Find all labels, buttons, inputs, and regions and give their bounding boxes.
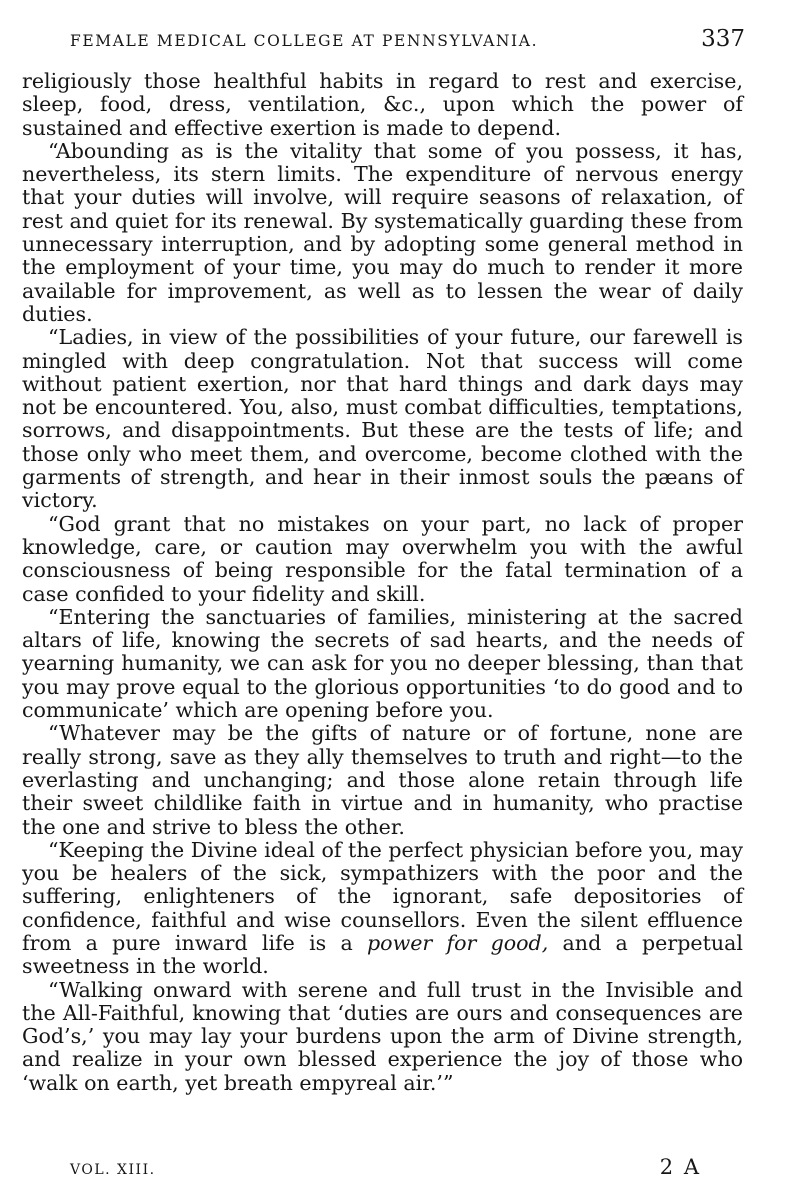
- volume-label: VOL. XIII.: [70, 1162, 156, 1178]
- paragraph-sanctuaries: “Entering the sanctuaries of families, ministering at the sacred altars of life, knowing the secrets of sad hearts, and the needs of yearning humanity, we can ask for you no deeper blessing, than that you may prove equal to the glorious opportunities ‘to do good and to communicate’ which are opening before you.: [22, 604, 743, 723]
- signature-mark: 2 A: [659, 1155, 701, 1179]
- paragraph-divine-ideal: [22, 839, 743, 979]
- paragraph-ladies: “Ladies, in view of the possibilities of your future, our farewell is mingled with deep congratulation. Not that success will come without patient exertion, nor that hard things and dark days may not be encountered. You, also, must combat difficulties, temptations, sorrows, and disappointments. But these are the tests of life; and those only who meet them, and overcome, become clothed with the garments of strength, and hear in their inmost souls the pæans of victory.: [22, 325, 743, 513]
- body-text: [22, 70, 743, 1095]
- paragraph-walking-onward: “Walking onward with serene and full trust in the Invisible and the All-Faithful, knowing that ‘duties are ours and consequences are God’s,’ you may lay your burdens upon the arm of Divine strength, and realize in your own blessed experience the joy of those who ‘walk on earth, yet breath empyreal air.’”: [22, 977, 743, 1095]
- running-title: FEMALE MEDICAL COLLEGE AT PENNSYLVANIA.: [70, 32, 539, 50]
- paragraph-divine-ideal-end: and a perpetual sweetness in the world.: [22, 930, 743, 979]
- paragraph-gifts: “Whatever may be the gifts of nature or of fortune, none are really strong, save as they ally themselves to truth and right—to the everlasting and unchanging; and those alone retain through life their sweet childlike faith in virtue and in humanity, who practise the one and strive to bless the other.: [22, 721, 743, 839]
- page-header: [70, 26, 745, 58]
- paragraph-vitality: “Abounding as is the vitality that some of you possess, it has, nevertheless, its stern limits. The expenditure of nervous energy that your duties will involve, will require seasons of relaxation, of rest and quiet for its renewal. By systematically guarding these from unnecessary interruption, and by adopting some general method in the employment of your time, you may do much to render it more available for improvement, as well as to lessen the wear of daily duties.: [22, 138, 743, 326]
- paragraph-continued: religiously those healthful habits in regard to rest and exercise, sleep, food, dress, ventilation, &c., upon which the power of sustained and effective exertion is made to depend.: [22, 69, 743, 140]
- page-footer: [70, 1155, 701, 1179]
- paragraph-god-grant: “God grant that no mistakes on your part, no lack of proper knowledge, care, or caution may overwhelm you with the awful consciousness of being responsible for the fatal termination of a case confided to your fidelity and skill.: [22, 511, 743, 606]
- paragraph-divine-ideal-text: “Keeping the Divine ideal of the perfect physician before you, may you be healers of the sick, sympathizers with the poor and the suffering, enlighteners of the ignorant, safe depositories of confidence, faithful and wise counsellors. Even the silent effluence from a pure inward life is a: [22, 837, 743, 955]
- page-number: 337: [701, 26, 745, 52]
- italic-phrase: power for good,: [367, 930, 549, 955]
